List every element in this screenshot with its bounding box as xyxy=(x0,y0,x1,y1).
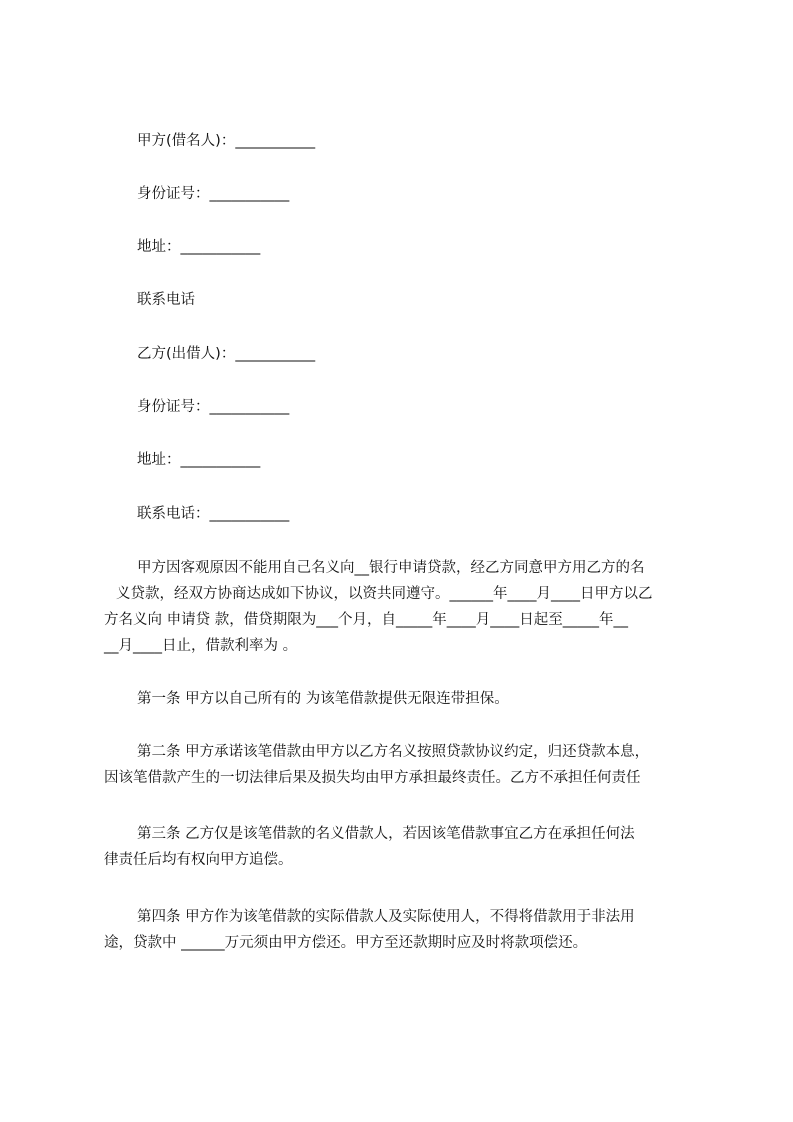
article-4-line: 第四条 甲方作为该笔借款的实际借款人及实际使用人，不得将借款用于非法用 xyxy=(137,909,635,925)
party-a-address-field: 地址：___________ xyxy=(137,239,261,255)
party-b-address-field: 地址：___________ xyxy=(137,452,261,468)
article-2 xyxy=(104,739,704,791)
intro-paragraph xyxy=(104,555,704,659)
article-2-line: 因该笔借款产生的一切法律后果及损失均由甲方承担最终责任。乙方不承担任何责任 xyxy=(104,770,641,786)
article-4 xyxy=(104,904,704,956)
intro-line: __月____日止，借款利率为 。 xyxy=(104,638,298,654)
intro-line: 义贷款，经双方协商达成如下协议，以资共同遵守。______年____月____日甲方以乙 xyxy=(116,586,653,602)
article-3-line: 第三条 乙方仅是该笔借款的名义借款人，若因该笔借款事宜乙方在承担任何法 xyxy=(137,826,635,842)
party-b-id-field: 身份证号：___________ xyxy=(137,399,290,415)
party-b-phone-field: 联系电话：___________ xyxy=(137,506,290,522)
intro-line: 方名义向 申请贷 款，借贷期限为___个月，自_____年____月____日起至_____年__ xyxy=(104,612,628,628)
article-1 xyxy=(104,686,704,712)
article-1-text: 第一条 甲方以自己所有的 为该笔借款提供无限连带担保。 xyxy=(137,691,509,707)
article-4-line: 途，贷款中 ______万元须由甲方偿还。甲方至还款期时应及时将款项偿还。 xyxy=(104,935,588,951)
article-2-line: 第二条 甲方承诺该笔借款由甲方以乙方名义按照贷款协议约定，归还贷款本息， xyxy=(137,744,650,760)
party-a-id-field: 身份证号：___________ xyxy=(137,186,290,202)
party-b-name-field: 乙方(出借人)：___________ xyxy=(137,346,316,362)
article-3-line: 律责任后均有权向甲方追偿。 xyxy=(104,852,293,868)
party-a-name-field: 甲方(借名人)：___________ xyxy=(137,133,316,149)
party-a-phone-field: 联系电话 xyxy=(137,292,195,308)
article-3 xyxy=(104,821,704,873)
intro-line: 甲方因客观原因不能用自己名义向__银行申请贷款，经乙方同意甲方用乙方的名 xyxy=(137,560,645,576)
